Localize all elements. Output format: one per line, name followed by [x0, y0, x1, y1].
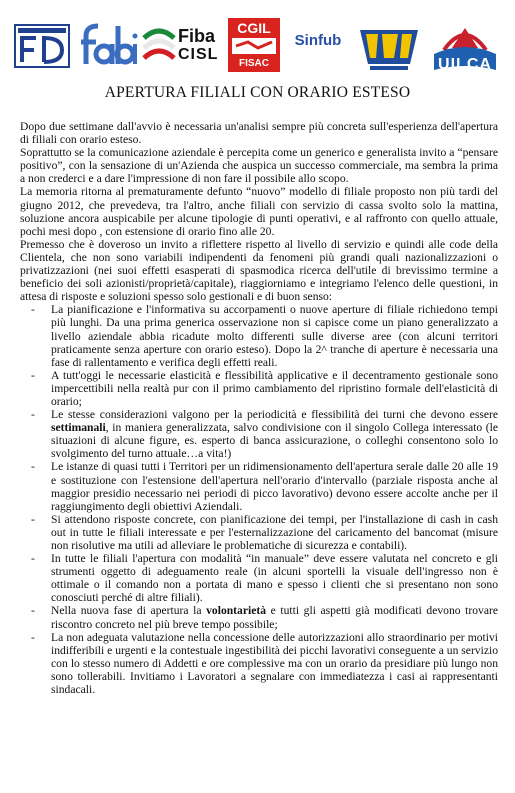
fiba-text: Fiba — [178, 26, 216, 46]
uilca-logo — [426, 20, 504, 76]
list-item: - A tutt'oggi le necessarie elasticità e flessibilità applicative e il decentramento gestionale sono impercettibili nella realtà pur con il primo cambiamento del ripristino formale dell'elasticità di orario; — [31, 368, 498, 408]
bullet-dash: - — [31, 368, 35, 382]
bullet-dash: - — [31, 604, 35, 618]
list-item: - La non adeguata valutazione nella concessione delle autorizzazioni allo straordinario per motivi indifferibili e urgenti e la contestuale ingestibilità dei picchi lavorativi conseguente a un servizio con lo stesso numero di Addetti e ore complessive ma con un orario da presidiare più lungo non sono tollerabili. Invitiamo i Lavoratori a segnalare con immediatezza i casi ai rappresentanti sindacali. — [31, 630, 498, 697]
document-title: APERTURA FILIALI CON ORARIO ESTESO — [104, 84, 411, 101]
document-body — [20, 120, 498, 696]
fiba-cisl-logo — [142, 24, 230, 68]
bullet-dash: - — [31, 408, 35, 422]
paragraph: La memoria ritorna al prematuramente defunto “nuovo” modello di filiale proposto non più tardi del giugno 2012, che prevedeva, tra l'altro, anche filiali con servizio di cassa svolto solo la mattina, soluzione ancora auspicabile per alcune tipologie di punti operativi, e al raffronto con quello attuale, pochi mesi dopo , con estensione di orario fino alle 20. — [20, 185, 498, 238]
fabi-logo — [80, 22, 138, 68]
paragraph: Premesso che è doveroso un invito a riflettere rispetto al livello di servizio e quindi alle code della Clientela, che non sono variabili indipendenti da fenomeni più grandi quali nazionalizzazioni o privatizzazioni (nei suoi effetti esasperati di spasmodica ricerca dell'utile di brevissimo termine a beneficio dei soli azionisti/proprietà/capitale), riaggiorniamo e integriamo l'elenco delle questioni, in attesa di risposte e soluzioni spesso solo gestionali e di buon senso: — [20, 237, 498, 304]
fd-logo — [14, 24, 70, 68]
paragraph: Soprattutto se la comunicazione aziendale è percepita come un generico e generalista invito a “pensare positivo”, con la sensazione di un'Azienda che auspica un successo commerciale, ma sembra la prima a non crederci e a dare l'impressione di non fare il possibile allo scopo. — [20, 146, 498, 186]
list-item: - In tutte le filiali l'apertura con modalità “in manuale” deve essere valutata nel concreto e gli strumenti oggetto di adeguamento reale (in alcuni sportelli la visuale dell'ingresso non è ottimale o il comando non a portata di mano e spesso i clienti che si presentano non sono conosciuti perché di altre filiali). — [31, 552, 498, 605]
fisac-text: FISAC — [239, 58, 269, 69]
list-item: - Si attendono risposte concrete, con pianificazione dei tempi, per l'installazione di cash in cash out in tutte le filiali interessate e per l'esternalizzazione del caricamento del bancomat (misure non risolutive ma utili ad alleviare le problematiche di sicurezza e contabili). — [31, 512, 498, 552]
list-item: - Nella nuova fase di apertura la volontarietà e tutti gli aspetti già modificati devono trovare riscontro concreto nel più breve tempo possibile; — [31, 604, 498, 631]
bullet-dash: - — [31, 303, 35, 317]
bullet-dash: - — [31, 512, 35, 526]
paragraph: Dopo due settimane dall'avvio è necessaria un'analisi sempre più concreta sull'esperienza dell'apertura di filiali con orario esteso. — [20, 120, 498, 147]
cisl-text: CISL — [178, 46, 219, 63]
list-item: - Le stesse considerazioni valgono per la periodicità e flessibilità dei turni che devono essere settimanali, in maniera generalizzata, salvo condivisione con il singolo Collega interessato (le situazioni di alcune figure, es. esperto di banca assicurazione, o colleghi consentono solo lo svolgimento del turno attuale…a vita!) — [31, 408, 498, 461]
cgil-text: CGIL — [237, 20, 271, 36]
cgil-fisac-logo — [228, 18, 280, 72]
issues-list — [20, 303, 498, 696]
emphasis-text: volontarietà — [206, 604, 267, 618]
ugl-logo — [356, 24, 422, 72]
uilca-text: UILCA — [438, 56, 492, 73]
sinfub-text: Sinfub — [294, 32, 342, 49]
sinfub-logo — [286, 30, 350, 60]
bullet-dash: - — [31, 552, 35, 566]
bullet-dash: - — [31, 630, 35, 644]
list-item: - La pianificazione e l'informativa su accorpamenti o nuove aperture di filiale richiedono tempi più lunghi. Da una prima generica osservazione non si capisce come un piano generalizzato a livello aziendale abbia ricadute molto differenti sulle diverse aree (con alcuni territori praticamente senza aperture con orario esteso). Dopo la 2^ tranche di aperture è necessaria una fase di rallentamento e verifica degli effetti reali. — [31, 303, 498, 369]
logo-strip — [14, 16, 504, 74]
bullet-dash: - — [31, 460, 35, 474]
fiba-emblem-icon — [142, 26, 176, 66]
list-item: - Le istanze di quasi tutti i Territori per un ridimensionamento dell'apertura serale dalle 20 alle 19 e sostituzione con l'estensione dell'apertura nell'orario d'intervallo (parziale risposta anche al maggior presidio necessario nei periodi di picco lavorativo) devono essere accolte anche per il raggiungimento degli obiettivi Aziendali. — [31, 460, 498, 513]
emphasis-text: settimanali — [51, 421, 106, 435]
